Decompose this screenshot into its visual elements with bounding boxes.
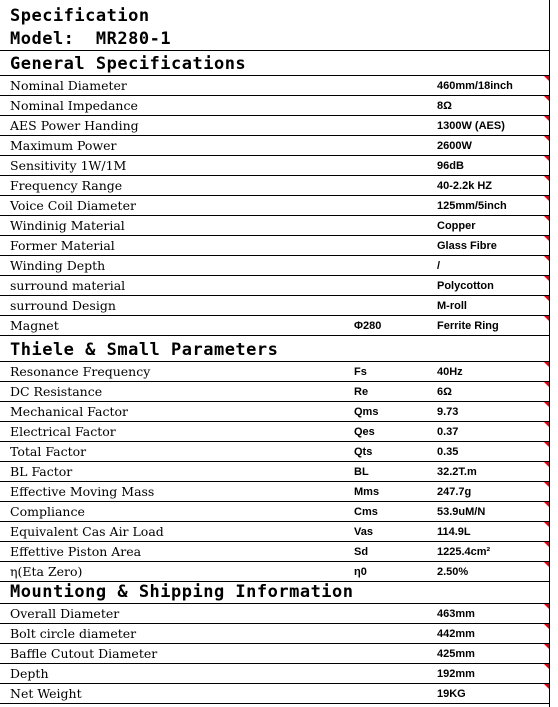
spec-label: Resonance Frequency: [10, 364, 151, 379]
spec-label: Overall Diameter: [10, 606, 120, 621]
spec-label: Windinig Material: [10, 218, 125, 233]
spec-label: Sensitivity 1W/1M: [10, 158, 127, 173]
spec-value: 0.37: [437, 426, 459, 438]
spec-row: [0, 482, 549, 502]
comment-marker-icon[interactable]: [544, 684, 549, 689]
spec-row: [0, 402, 549, 422]
spec-row: [0, 236, 549, 256]
spec-label: Equivalent Cas Air Load: [10, 524, 164, 539]
spec-value: 192mm: [437, 668, 475, 680]
spec-value: 247.7g: [437, 486, 472, 498]
spec-label: Total Factor: [10, 444, 87, 459]
spec-value: 1225.4cm²: [437, 546, 491, 558]
section-heading-row: [0, 52, 549, 76]
spec-label: Maximum Power: [10, 138, 117, 153]
spec-value: 125mm/5inch: [437, 200, 507, 212]
spec-symbol: Cms: [354, 506, 378, 518]
comment-marker-icon[interactable]: [544, 276, 549, 281]
spec-label: Net Weight: [10, 686, 82, 701]
spec-label: Depth: [10, 666, 49, 681]
comment-marker-icon[interactable]: [544, 462, 549, 467]
spec-value: 96dB: [437, 160, 464, 172]
section-heading: General Specifications: [10, 54, 247, 74]
spec-value: 460mm/18inch: [437, 80, 513, 92]
comment-marker-icon[interactable]: [544, 482, 549, 487]
comment-marker-icon[interactable]: [544, 96, 549, 101]
spec-label: Electrical Factor: [10, 424, 116, 439]
spec-value: 0.35: [437, 446, 459, 458]
spec-label: Effective Moving Mass: [10, 484, 155, 499]
spec-value: 442mm: [437, 628, 475, 640]
comment-marker-icon[interactable]: [544, 176, 549, 181]
spec-label: η(Eta Zero): [10, 564, 83, 579]
spec-value: 114.9L: [437, 526, 471, 538]
spec-symbol: Qms: [354, 406, 379, 418]
comment-marker-icon[interactable]: [544, 422, 549, 427]
section-heading-row: [0, 582, 549, 604]
spec-row: [0, 176, 549, 196]
comment-marker-icon[interactable]: [544, 156, 549, 161]
spec-row: [0, 502, 549, 522]
comment-marker-icon[interactable]: [544, 296, 549, 301]
spec-label: Mechanical Factor: [10, 404, 128, 419]
comment-marker-icon[interactable]: [544, 382, 549, 387]
comment-marker-icon[interactable]: [544, 136, 549, 141]
spec-row: [0, 522, 549, 542]
comment-marker-icon[interactable]: [544, 442, 549, 447]
spec-symbol: Φ280: [354, 320, 382, 332]
spec-row: [0, 196, 549, 216]
model-label-text: Model:: [10, 29, 75, 49]
spec-value: 425mm: [437, 648, 475, 660]
model-row: [0, 27, 549, 51]
comment-marker-icon[interactable]: [544, 256, 549, 261]
spec-label: Former Material: [10, 238, 115, 253]
spec-row: [0, 542, 549, 562]
spec-value: M-roll: [437, 300, 467, 312]
spec-value: 2600W: [437, 140, 472, 152]
model-label: [10, 29, 171, 49]
spec-value: Ferrite Ring: [437, 320, 499, 332]
spec-row: [0, 276, 549, 296]
spec-value: 8Ω: [437, 100, 452, 112]
spec-label: Winding Depth: [10, 258, 106, 273]
comment-marker-icon[interactable]: [544, 196, 549, 201]
spec-value: 40-2.2k HZ: [437, 180, 493, 192]
spec-value: Polycotton: [437, 280, 494, 292]
spec-value: 53.9uM/N: [437, 506, 486, 518]
comment-marker-icon[interactable]: [544, 316, 549, 321]
comment-marker-icon[interactable]: [544, 624, 549, 629]
comment-marker-icon[interactable]: [544, 402, 549, 407]
section-heading-row: [0, 338, 549, 362]
spec-row: [0, 296, 549, 316]
spec-value: 40Hz: [437, 366, 463, 378]
comment-marker-icon[interactable]: [544, 76, 549, 81]
spec-label: Bolt circle diameter: [10, 626, 137, 641]
comment-marker-icon[interactable]: [544, 522, 549, 527]
comment-marker-icon[interactable]: [544, 502, 549, 507]
spec-label: Compliance: [10, 504, 85, 519]
comment-marker-icon[interactable]: [544, 604, 549, 609]
spec-symbol: η0: [354, 566, 367, 578]
spec-label: Nominal Diameter: [10, 78, 127, 93]
spec-row: [0, 316, 549, 336]
spec-label: Frequency Range: [10, 178, 123, 193]
spec-symbol: Re: [354, 386, 369, 398]
spec-row: [0, 116, 549, 136]
right-border: [549, 0, 550, 707]
spec-value: 19KG: [437, 688, 466, 700]
section-heading: Mountiong & Shipping Information: [10, 582, 354, 602]
spec-value: 32.2T.m: [437, 466, 477, 478]
spec-label: Voice Coil Diameter: [10, 198, 136, 213]
spec-label: DC Resistance: [10, 384, 103, 399]
spec-label: Baffle Cutout Diameter: [10, 646, 158, 661]
spec-symbol: Qes: [354, 426, 375, 438]
spec-row: [0, 216, 549, 236]
spec-row: [0, 96, 549, 116]
spec-row: [0, 156, 549, 176]
spec-symbol: Qts: [354, 446, 373, 458]
spec-value: 463mm: [437, 608, 475, 620]
spec-row: [0, 136, 549, 156]
spec-row: [0, 684, 549, 704]
comment-marker-icon[interactable]: [544, 216, 549, 221]
section-heading: Thiele & Small Parameters: [10, 340, 279, 360]
spec-label: Effettive Piston Area: [10, 544, 142, 559]
comment-marker-icon[interactable]: [544, 542, 549, 547]
spec-value: Copper: [437, 220, 476, 232]
spec-label: surround material: [10, 278, 126, 293]
spec-label: Nominal Impedance: [10, 98, 138, 113]
comment-marker-icon[interactable]: [544, 664, 549, 669]
spec-label: Magnet: [10, 318, 59, 333]
spec-symbol: Sd: [354, 546, 369, 558]
spec-symbol: Vas: [354, 526, 373, 538]
spec-row: [0, 644, 549, 664]
spec-value: Glass Fibre: [437, 240, 497, 252]
comment-marker-icon[interactable]: [544, 362, 549, 367]
comment-marker-icon[interactable]: [544, 236, 549, 241]
spec-row: [0, 562, 549, 582]
spec-row: [0, 664, 549, 684]
spec-row: [0, 362, 549, 382]
spec-symbol: BL: [354, 466, 369, 478]
spec-title-row: [0, 0, 549, 27]
model-value: MR280-1: [95, 29, 172, 49]
comment-marker-icon[interactable]: [544, 116, 549, 121]
spec-value: 6Ω: [437, 386, 452, 398]
comment-marker-icon[interactable]: [544, 644, 549, 649]
spec-row: [0, 462, 549, 482]
spec-label: BL Factor: [10, 464, 73, 479]
spec-label: AES Power Handing: [10, 118, 139, 133]
comment-marker-icon[interactable]: [544, 562, 549, 567]
spec-symbol: Fs: [354, 366, 367, 378]
spec-row: [0, 382, 549, 402]
spec-row: [0, 76, 549, 96]
spec-value: 2.50%: [437, 566, 469, 578]
spec-value: 9.73: [437, 406, 459, 418]
spec-title: Specification: [10, 6, 150, 26]
spec-value: /: [437, 260, 441, 272]
spec-row: [0, 422, 549, 442]
spec-value: 1300W (AES): [437, 120, 505, 132]
spec-row: [0, 442, 549, 462]
spec-row: [0, 604, 549, 624]
spec-row: [0, 256, 549, 276]
spec-row: [0, 624, 549, 644]
spec-symbol: Mms: [354, 486, 380, 498]
spec-label: surround Design: [10, 298, 116, 313]
